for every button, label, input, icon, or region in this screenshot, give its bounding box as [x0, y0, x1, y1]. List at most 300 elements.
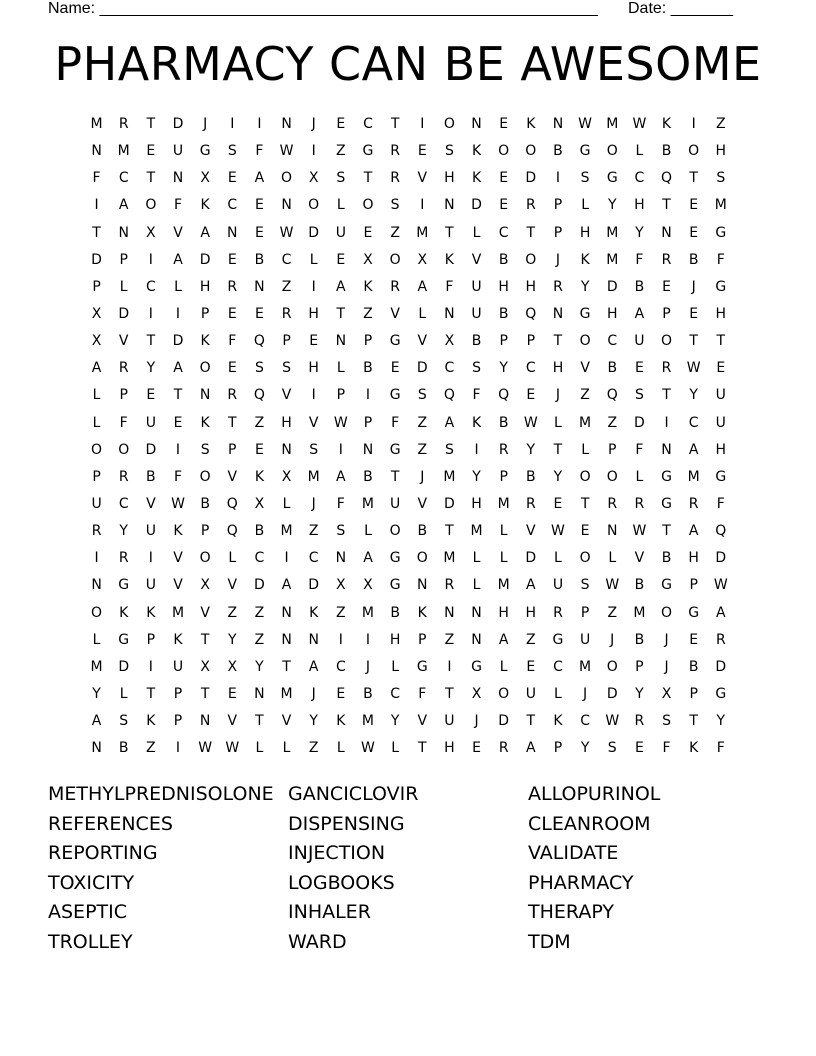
grid-letter[interactable]: K [200, 414, 210, 431]
grid-letter[interactable]: F [255, 143, 264, 160]
grid-letter[interactable]: I [94, 550, 99, 567]
grid-letter[interactable]: O [661, 604, 673, 621]
grid-letter[interactable]: R [227, 278, 238, 295]
grid-letter[interactable]: C [281, 251, 292, 268]
grid-letter[interactable]: S [336, 170, 346, 187]
grid-letter[interactable]: E [499, 116, 509, 132]
grid-letter[interactable]: I [691, 116, 696, 132]
grid-letter[interactable]: Z [336, 143, 346, 160]
grid-letter[interactable]: K [146, 604, 156, 621]
grid-letter[interactable]: B [498, 414, 509, 431]
grid-letter[interactable]: U [471, 305, 482, 322]
grid-letter[interactable]: W [361, 740, 375, 757]
grid-letter[interactable]: T [146, 170, 156, 187]
grid-letter[interactable]: A [281, 577, 292, 594]
grid-letter[interactable]: I [284, 550, 289, 567]
grid-letter[interactable]: R [661, 251, 672, 268]
grid-letter[interactable]: F [635, 441, 644, 458]
grid-letter[interactable]: Y [635, 685, 644, 702]
grid-letter[interactable]: N [281, 631, 292, 648]
grid-letter[interactable]: I [311, 387, 316, 404]
grid-letter[interactable]: H [715, 305, 727, 322]
grid-letter[interactable]: L [472, 550, 481, 567]
grid-letter[interactable]: G [579, 143, 591, 160]
grid-letter[interactable]: S [580, 170, 590, 187]
grid-letter[interactable]: J [311, 495, 316, 512]
grid-letter[interactable]: T [526, 713, 536, 730]
grid-letter[interactable]: R [553, 604, 563, 621]
grid-letter[interactable]: Z [526, 631, 536, 648]
grid-letter[interactable]: O [91, 441, 103, 458]
grid-letter[interactable]: K [553, 713, 563, 730]
grid-letter[interactable]: E [526, 387, 536, 404]
grid-letter[interactable]: L [336, 360, 345, 377]
grid-letter[interactable]: B [417, 523, 428, 540]
grid-letter[interactable]: Z [716, 116, 726, 132]
grid-letter[interactable]: Q [715, 523, 727, 540]
grid-letter[interactable]: G [362, 143, 374, 160]
grid-letter[interactable]: O [606, 658, 618, 675]
grid-letter[interactable]: N [227, 224, 238, 241]
grid-letter[interactable]: Z [580, 387, 590, 404]
grid-letter[interactable]: N [199, 387, 211, 404]
grid-letter[interactable]: F [635, 251, 644, 268]
grid-letter[interactable]: O [199, 550, 211, 567]
grid-letter[interactable]: M [117, 143, 130, 160]
grid-letter[interactable]: E [526, 658, 536, 675]
grid-letter[interactable]: R [688, 495, 699, 512]
grid-letter[interactable]: C [335, 658, 346, 675]
grid-letter[interactable]: M [579, 658, 592, 675]
grid-letter[interactable]: O [443, 116, 455, 132]
grid-letter[interactable]: L [119, 278, 128, 295]
grid-letter[interactable]: F [716, 495, 725, 512]
grid-letter[interactable]: N [552, 305, 564, 322]
grid-letter[interactable]: N [118, 224, 129, 241]
grid-letter[interactable]: A [444, 414, 455, 431]
grid-letter[interactable]: P [499, 468, 508, 485]
grid-letter[interactable]: Z [417, 414, 428, 431]
grid-letter[interactable]: T [390, 116, 400, 132]
grid-letter[interactable]: K [173, 523, 183, 540]
grid-letter[interactable]: X [417, 251, 428, 268]
grid-letter[interactable]: T [689, 713, 698, 730]
grid-letter[interactable]: O [199, 468, 211, 485]
grid-letter[interactable]: S [336, 523, 346, 540]
grid-letter[interactable]: T [662, 523, 671, 540]
grid-letter[interactable]: S [309, 441, 319, 458]
grid-letter[interactable]: O [525, 251, 537, 268]
grid-letter[interactable]: D [633, 414, 645, 431]
grid-letter[interactable]: X [363, 577, 373, 594]
grid-letter[interactable]: W [632, 116, 647, 132]
grid-letter[interactable]: Y [580, 740, 590, 757]
grid-letter[interactable]: C [308, 550, 319, 567]
grid-letter[interactable]: I [257, 116, 262, 132]
grid-letter[interactable]: Y [716, 713, 726, 730]
grid-letter[interactable]: S [472, 360, 481, 377]
grid-letter[interactable]: V [227, 577, 238, 594]
grid-letter[interactable]: L [228, 550, 237, 567]
grid-letter[interactable]: D [118, 658, 130, 675]
grid-letter[interactable]: I [148, 305, 153, 322]
grid-letter[interactable]: T [417, 740, 427, 757]
grid-letter[interactable]: B [471, 333, 482, 350]
grid-letter[interactable]: V [227, 713, 238, 730]
grid-letter[interactable]: L [92, 631, 101, 648]
grid-letter[interactable]: I [311, 278, 316, 295]
grid-letter[interactable]: E [227, 685, 237, 702]
grid-letter[interactable]: C [118, 495, 129, 512]
grid-letter[interactable]: S [417, 387, 427, 404]
grid-letter[interactable]: C [118, 170, 129, 187]
grid-letter[interactable]: R [634, 495, 645, 512]
grid-letter[interactable]: R [118, 360, 129, 377]
grid-letter[interactable]: L [499, 523, 508, 540]
grid-letter[interactable]: A [417, 278, 428, 295]
grid-letter[interactable]: Z [227, 604, 238, 621]
grid-letter[interactable]: G [389, 333, 401, 350]
grid-letter[interactable]: Z [336, 604, 346, 621]
grid-letter[interactable]: S [662, 713, 671, 730]
grid-letter[interactable]: O [281, 170, 293, 187]
grid-letter[interactable]: B [661, 550, 672, 567]
grid-letter[interactable]: I [148, 550, 153, 567]
grid-letter[interactable]: B [118, 740, 129, 757]
grid-letter[interactable]: T [146, 333, 156, 350]
grid-letter[interactable]: D [172, 333, 184, 350]
grid-letter[interactable]: P [499, 333, 508, 350]
grid-letter[interactable]: A [688, 441, 699, 458]
grid-letter[interactable]: S [119, 713, 129, 730]
grid-letter[interactable]: P [282, 333, 291, 350]
grid-letter[interactable]: X [200, 577, 210, 594]
grid-letter[interactable]: T [445, 523, 454, 540]
grid-letter[interactable]: L [472, 577, 481, 594]
grid-letter[interactable]: N [199, 713, 211, 730]
grid-letter[interactable]: P [553, 740, 563, 757]
grid-letter[interactable]: N [335, 550, 347, 567]
grid-letter[interactable]: T [173, 387, 183, 404]
grid-letter[interactable]: B [607, 360, 618, 377]
grid-letter[interactable]: V [526, 523, 536, 540]
grid-letter[interactable]: E [363, 224, 373, 241]
grid-letter[interactable]: D [91, 251, 102, 268]
grid-letter[interactable]: I [365, 387, 371, 404]
grid-letter[interactable]: M [361, 495, 375, 512]
grid-letter[interactable]: Q [606, 387, 618, 404]
grid-letter[interactable]: W [279, 143, 294, 160]
grid-letter[interactable]: T [282, 658, 291, 675]
grid-letter[interactable]: A [336, 468, 346, 485]
grid-letter[interactable]: F [173, 468, 183, 485]
grid-letter[interactable]: S [282, 360, 291, 377]
grid-letter[interactable]: D [172, 116, 184, 132]
grid-letter[interactable]: O [579, 468, 591, 485]
grid-letter[interactable]: N [471, 116, 482, 132]
grid-letter[interactable]: T [580, 495, 590, 512]
grid-letter[interactable]: G [389, 387, 401, 404]
grid-letter[interactable]: O [661, 333, 673, 350]
grid-letter[interactable]: N [281, 197, 292, 214]
grid-letter[interactable]: L [255, 740, 264, 757]
grid-letter[interactable]: W [578, 116, 593, 132]
grid-letter[interactable]: F [472, 387, 481, 404]
grid-letter[interactable]: N [444, 305, 455, 322]
grid-letter[interactable]: T [662, 197, 671, 214]
grid-letter[interactable]: L [499, 658, 508, 675]
grid-letter[interactable]: P [336, 387, 346, 404]
grid-letter[interactable]: D [199, 251, 211, 268]
grid-letter[interactable]: K [200, 333, 210, 350]
grid-letter[interactable]: H [688, 550, 699, 567]
grid-letter[interactable]: P [146, 631, 156, 648]
grid-letter[interactable]: P [200, 305, 210, 322]
grid-letter[interactable]: B [498, 305, 509, 322]
grid-letter[interactable]: E [689, 631, 699, 648]
grid-letter[interactable]: W [171, 495, 185, 512]
grid-letter[interactable]: Y [689, 387, 698, 404]
grid-letter[interactable]: F [391, 414, 400, 431]
grid-letter[interactable]: Z [607, 604, 618, 621]
grid-letter[interactable]: E [254, 305, 264, 322]
grid-letter[interactable]: I [148, 251, 153, 268]
grid-letter[interactable]: J [474, 713, 479, 730]
grid-letter[interactable]: G [715, 468, 727, 485]
grid-letter[interactable]: R [281, 305, 292, 322]
grid-letter[interactable]: L [608, 550, 617, 567]
grid-letter[interactable]: A [634, 305, 645, 322]
grid-letter[interactable]: Y [227, 631, 237, 648]
grid-letter[interactable]: U [145, 523, 156, 540]
grid-letter[interactable]: B [661, 143, 672, 160]
grid-letter[interactable]: L [581, 441, 589, 458]
grid-letter[interactable]: G [552, 631, 564, 648]
grid-letter[interactable]: R [227, 387, 238, 404]
grid-letter[interactable]: C [227, 197, 238, 214]
grid-letter[interactable]: B [498, 251, 509, 268]
grid-letter[interactable]: I [447, 658, 452, 675]
grid-letter[interactable]: E [662, 278, 671, 295]
grid-letter[interactable]: M [171, 604, 185, 621]
grid-letter[interactable]: Y [580, 278, 590, 295]
grid-letter[interactable]: V [308, 414, 319, 431]
grid-letter[interactable]: E [689, 305, 699, 322]
grid-letter[interactable]: X [227, 658, 238, 675]
grid-letter[interactable]: B [254, 523, 265, 540]
grid-letter[interactable]: K [471, 170, 482, 187]
grid-letter[interactable]: C [525, 360, 536, 377]
grid-letter[interactable]: P [173, 685, 183, 702]
grid-letter[interactable]: U [715, 414, 726, 431]
grid-letter[interactable]: N [417, 577, 428, 594]
grid-letter[interactable]: R [118, 468, 129, 485]
grid-letter[interactable]: T [363, 170, 373, 187]
grid-letter[interactable]: Q [226, 523, 238, 540]
grid-letter[interactable]: P [608, 441, 617, 458]
grid-letter[interactable]: C [498, 224, 509, 241]
grid-letter[interactable]: J [203, 116, 208, 132]
grid-letter[interactable]: Y [92, 685, 101, 702]
grid-letter[interactable]: L [635, 468, 644, 485]
grid-letter[interactable]: G [715, 685, 727, 702]
grid-letter[interactable]: M [416, 224, 429, 241]
grid-letter[interactable]: G [118, 577, 130, 594]
grid-letter[interactable]: P [418, 631, 427, 648]
grid-letter[interactable]: T [445, 224, 454, 241]
grid-letter[interactable]: X [254, 495, 265, 512]
grid-letter[interactable]: B [254, 251, 265, 268]
grid-letter[interactable]: Q [443, 387, 455, 404]
grid-letter[interactable]: M [361, 713, 375, 730]
grid-letter[interactable]: K [580, 251, 590, 268]
grid-letter[interactable]: P [526, 333, 536, 350]
grid-letter[interactable]: W [225, 740, 240, 757]
grid-letter[interactable]: W [551, 523, 565, 540]
grid-letter[interactable]: P [173, 713, 183, 730]
grid-letter[interactable]: E [173, 414, 183, 431]
grid-letter[interactable]: T [92, 224, 101, 241]
grid-letter[interactable]: L [554, 550, 562, 567]
grid-letter[interactable]: H [715, 143, 727, 160]
grid-letter[interactable]: Z [308, 740, 319, 757]
grid-letter[interactable]: B [200, 495, 210, 512]
grid-letter[interactable]: H [552, 360, 564, 377]
grid-letter[interactable]: F [445, 278, 454, 295]
grid-letter[interactable]: W [333, 414, 348, 431]
grid-letter[interactable]: J [420, 468, 425, 485]
grid-letter[interactable]: M [633, 604, 646, 621]
grid-letter[interactable]: E [716, 360, 726, 377]
date-field[interactable]: Date: _______ [628, 0, 733, 17]
grid-letter[interactable]: E [390, 360, 400, 377]
grid-letter[interactable]: H [444, 740, 455, 757]
grid-letter[interactable]: W [198, 740, 213, 757]
grid-letter[interactable]: A [498, 631, 509, 648]
grid-letter[interactable]: M [497, 495, 510, 512]
grid-letter[interactable]: O [118, 441, 130, 458]
grid-letter[interactable]: U [389, 495, 401, 512]
grid-letter[interactable]: L [554, 414, 562, 431]
grid-letter[interactable]: L [472, 224, 481, 241]
grid-letter[interactable]: R [607, 495, 618, 512]
grid-letter[interactable]: V [634, 550, 645, 567]
grid-letter[interactable]: Z [444, 631, 455, 648]
grid-letter[interactable]: F [92, 170, 101, 187]
grid-letter[interactable]: R [553, 278, 563, 295]
grid-letter[interactable]: C [390, 685, 400, 702]
grid-letter[interactable]: O [308, 197, 320, 214]
grid-letter[interactable]: N [362, 441, 374, 458]
grid-letter[interactable]: S [580, 577, 590, 594]
grid-letter[interactable]: V [146, 495, 156, 512]
grid-letter[interactable]: B [526, 468, 536, 485]
grid-letter[interactable]: R [525, 495, 536, 512]
grid-letter[interactable]: Q [253, 333, 265, 350]
grid-letter[interactable]: A [91, 360, 102, 377]
grid-letter[interactable]: D [525, 170, 537, 187]
grid-letter[interactable]: L [499, 550, 508, 567]
grid-letter[interactable]: A [173, 251, 183, 268]
grid-letter[interactable]: B [688, 251, 699, 268]
grid-letter[interactable]: D [606, 685, 618, 702]
grid-letter[interactable]: B [363, 360, 373, 377]
grid-letter[interactable]: G [579, 305, 591, 322]
grid-letter[interactable]: H [634, 197, 645, 214]
grid-letter[interactable]: P [363, 414, 373, 431]
grid-letter[interactable]: O [606, 143, 618, 160]
grid-letter[interactable]: N [552, 116, 564, 132]
grid-letter[interactable]: U [145, 414, 156, 431]
grid-letter[interactable]: H [498, 278, 509, 295]
grid-letter[interactable]: X [336, 577, 346, 594]
grid-letter[interactable]: I [175, 305, 181, 322]
grid-letter[interactable]: V [580, 360, 590, 377]
grid-letter[interactable]: N [471, 604, 482, 621]
grid-letter[interactable]: B [634, 278, 645, 295]
grid-letter[interactable]: E [309, 333, 319, 350]
grid-letter[interactable]: Z [390, 224, 400, 241]
grid-letter[interactable]: G [118, 631, 130, 648]
grid-letter[interactable]: E [689, 197, 699, 214]
grid-letter[interactable]: M [90, 658, 103, 675]
grid-letter[interactable]: I [474, 441, 479, 458]
grid-letter[interactable]: J [691, 278, 696, 295]
grid-letter[interactable]: M [280, 685, 293, 702]
grid-letter[interactable]: H [444, 170, 455, 187]
grid-letter[interactable]: Y [255, 658, 264, 675]
grid-letter[interactable]: H [471, 495, 482, 512]
grid-letter[interactable]: W [523, 414, 538, 431]
grid-letter[interactable]: O [498, 685, 510, 702]
grid-letter[interactable]: N [308, 631, 319, 648]
grid-letter[interactable]: V [471, 251, 482, 268]
grid-letter[interactable]: C [634, 170, 645, 187]
grid-letter[interactable]: V [173, 577, 183, 594]
grid-letter[interactable]: L [174, 278, 182, 295]
grid-letter[interactable]: G [661, 468, 672, 485]
grid-letter[interactable]: P [228, 441, 237, 458]
grid-letter[interactable]: I [175, 441, 181, 458]
grid-letter[interactable]: K [526, 116, 536, 132]
grid-letter[interactable]: J [664, 658, 669, 675]
grid-letter[interactable]: A [173, 360, 183, 377]
grid-letter[interactable]: L [282, 495, 291, 512]
grid-letter[interactable]: S [444, 143, 454, 160]
grid-letter[interactable]: X [200, 658, 210, 675]
grid-letter[interactable]: F [716, 251, 725, 268]
grid-letter[interactable]: W [713, 577, 728, 594]
grid-letter[interactable]: A [716, 604, 726, 621]
grid-letter[interactable]: D [308, 224, 320, 241]
grid-letter[interactable]: U [172, 658, 184, 675]
grid-letter[interactable]: F [716, 740, 725, 757]
grid-letter[interactable]: W [686, 360, 701, 377]
grid-letter[interactable]: Y [526, 441, 536, 458]
grid-letter[interactable]: S [390, 197, 400, 214]
grid-letter[interactable]: M [606, 224, 619, 241]
grid-letter[interactable]: T [146, 685, 156, 702]
grid-letter[interactable]: T [200, 631, 210, 648]
grid-letter[interactable]: U [634, 333, 645, 350]
grid-letter[interactable]: Y [309, 713, 318, 730]
grid-letter[interactable]: S [254, 360, 264, 377]
grid-letter[interactable]: R [390, 278, 400, 295]
grid-letter[interactable]: R [634, 713, 645, 730]
grid-letter[interactable]: G [715, 224, 727, 241]
grid-letter[interactable]: E [254, 224, 264, 241]
grid-letter[interactable]: W [632, 523, 647, 540]
